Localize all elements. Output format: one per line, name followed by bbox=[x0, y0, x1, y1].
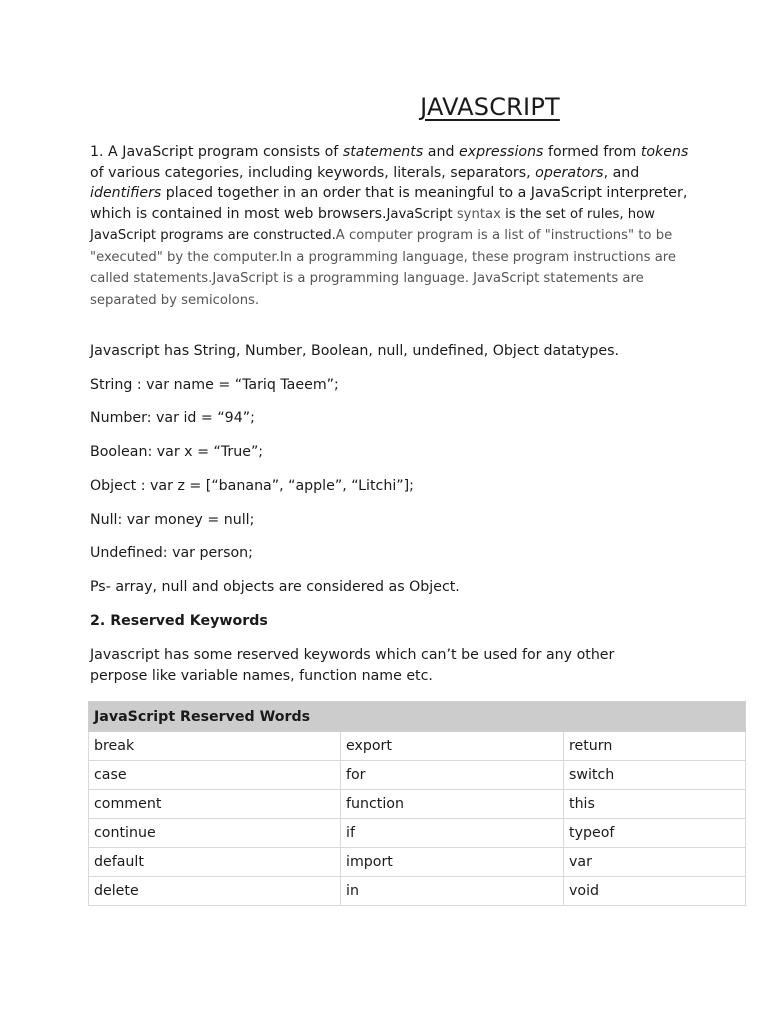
table-cell: return bbox=[564, 732, 746, 761]
intro-text: , and bbox=[603, 164, 640, 181]
intro-italic-expressions: expressions bbox=[458, 144, 544, 160]
null-example: Null: var money = null; bbox=[90, 512, 255, 528]
table-row bbox=[89, 848, 746, 877]
page-title: JAVASCRIPT bbox=[420, 93, 560, 121]
datatypes-line: Javascript has String, Number, Boolean, null, undefined, Object datatypes. bbox=[90, 343, 619, 359]
table-cell: var bbox=[564, 848, 746, 877]
intro-paragraph bbox=[90, 142, 690, 311]
intro-text: In a programming language, these program instructions are called bbox=[90, 249, 677, 286]
table-cell: typeof bbox=[564, 819, 746, 848]
table-cell: default bbox=[89, 848, 341, 877]
table-cell: case bbox=[89, 761, 341, 790]
table-row bbox=[89, 819, 746, 848]
undefined-example: Undefined: var person; bbox=[90, 545, 253, 561]
intro-syntax: syntax bbox=[456, 206, 501, 222]
table-cell: switch bbox=[564, 761, 746, 790]
intro-text: statements bbox=[133, 271, 209, 286]
table-cell: break bbox=[89, 732, 341, 761]
table-header-row bbox=[89, 702, 746, 732]
intro-italic-identifiers: identifiers bbox=[90, 185, 162, 201]
intro-text: is the set of rules, how JavaScript programs are constructed. bbox=[90, 206, 655, 243]
table-row bbox=[89, 761, 746, 790]
intro-italic-tokens: tokens bbox=[640, 144, 689, 160]
intro-text: placed together in an order that is meaningful to a JavaScript interpreter, which is contained in most web browsers. bbox=[90, 185, 688, 222]
intro-italic-operators: operators bbox=[535, 164, 604, 181]
reserved-words-table bbox=[88, 701, 746, 906]
table-cell: export bbox=[341, 732, 564, 761]
intro-text: JavaScript statements are separated by semicolons. bbox=[90, 271, 644, 308]
object-example: Object : var z = [“banana”, “apple”, “Litchi”]; bbox=[90, 478, 414, 494]
table-row bbox=[89, 732, 746, 761]
table-row bbox=[89, 790, 746, 819]
table-header: JavaScript Reserved Words bbox=[89, 702, 746, 732]
intro-text: A computer program is a list of "instructions" to be "executed" by the computer. bbox=[90, 228, 673, 265]
table-row bbox=[89, 877, 746, 906]
table-cell: function bbox=[341, 790, 564, 819]
intro-italic-statements: statements bbox=[342, 144, 424, 160]
intro-text: 1. A JavaScript program consists of bbox=[90, 144, 343, 160]
table-cell: in bbox=[341, 877, 564, 906]
string-example: String : var name = “Tariq Taeem”; bbox=[90, 377, 339, 393]
ps-note: Ps- array, null and objects are considered as Object. bbox=[90, 579, 460, 595]
table-cell: for bbox=[341, 761, 564, 790]
section-heading-reserved-keywords: 2. Reserved Keywords bbox=[90, 613, 268, 629]
intro-text: of various categories, including keywords, literals, separators, bbox=[90, 164, 536, 181]
table-cell: this bbox=[564, 790, 746, 819]
boolean-example: Boolean: var x = “True”; bbox=[90, 444, 264, 460]
table-cell: import bbox=[341, 848, 564, 877]
table-cell: if bbox=[341, 819, 564, 848]
number-example: Number: var id = “94”; bbox=[90, 410, 255, 426]
reserved-keywords-description: Javascript has some reserved keywords which can’t be used for any other perpose like variable names, function name etc. bbox=[90, 647, 615, 684]
intro-text: and bbox=[423, 144, 459, 160]
intro-text: .JavaScript is a programming language. bbox=[208, 271, 469, 286]
intro-text: JavaScript bbox=[386, 206, 457, 222]
table-cell: continue bbox=[89, 819, 341, 848]
table-cell: delete bbox=[89, 877, 341, 906]
table-cell: void bbox=[564, 877, 746, 906]
table-cell: comment bbox=[89, 790, 341, 819]
intro-text: formed from bbox=[543, 144, 641, 160]
